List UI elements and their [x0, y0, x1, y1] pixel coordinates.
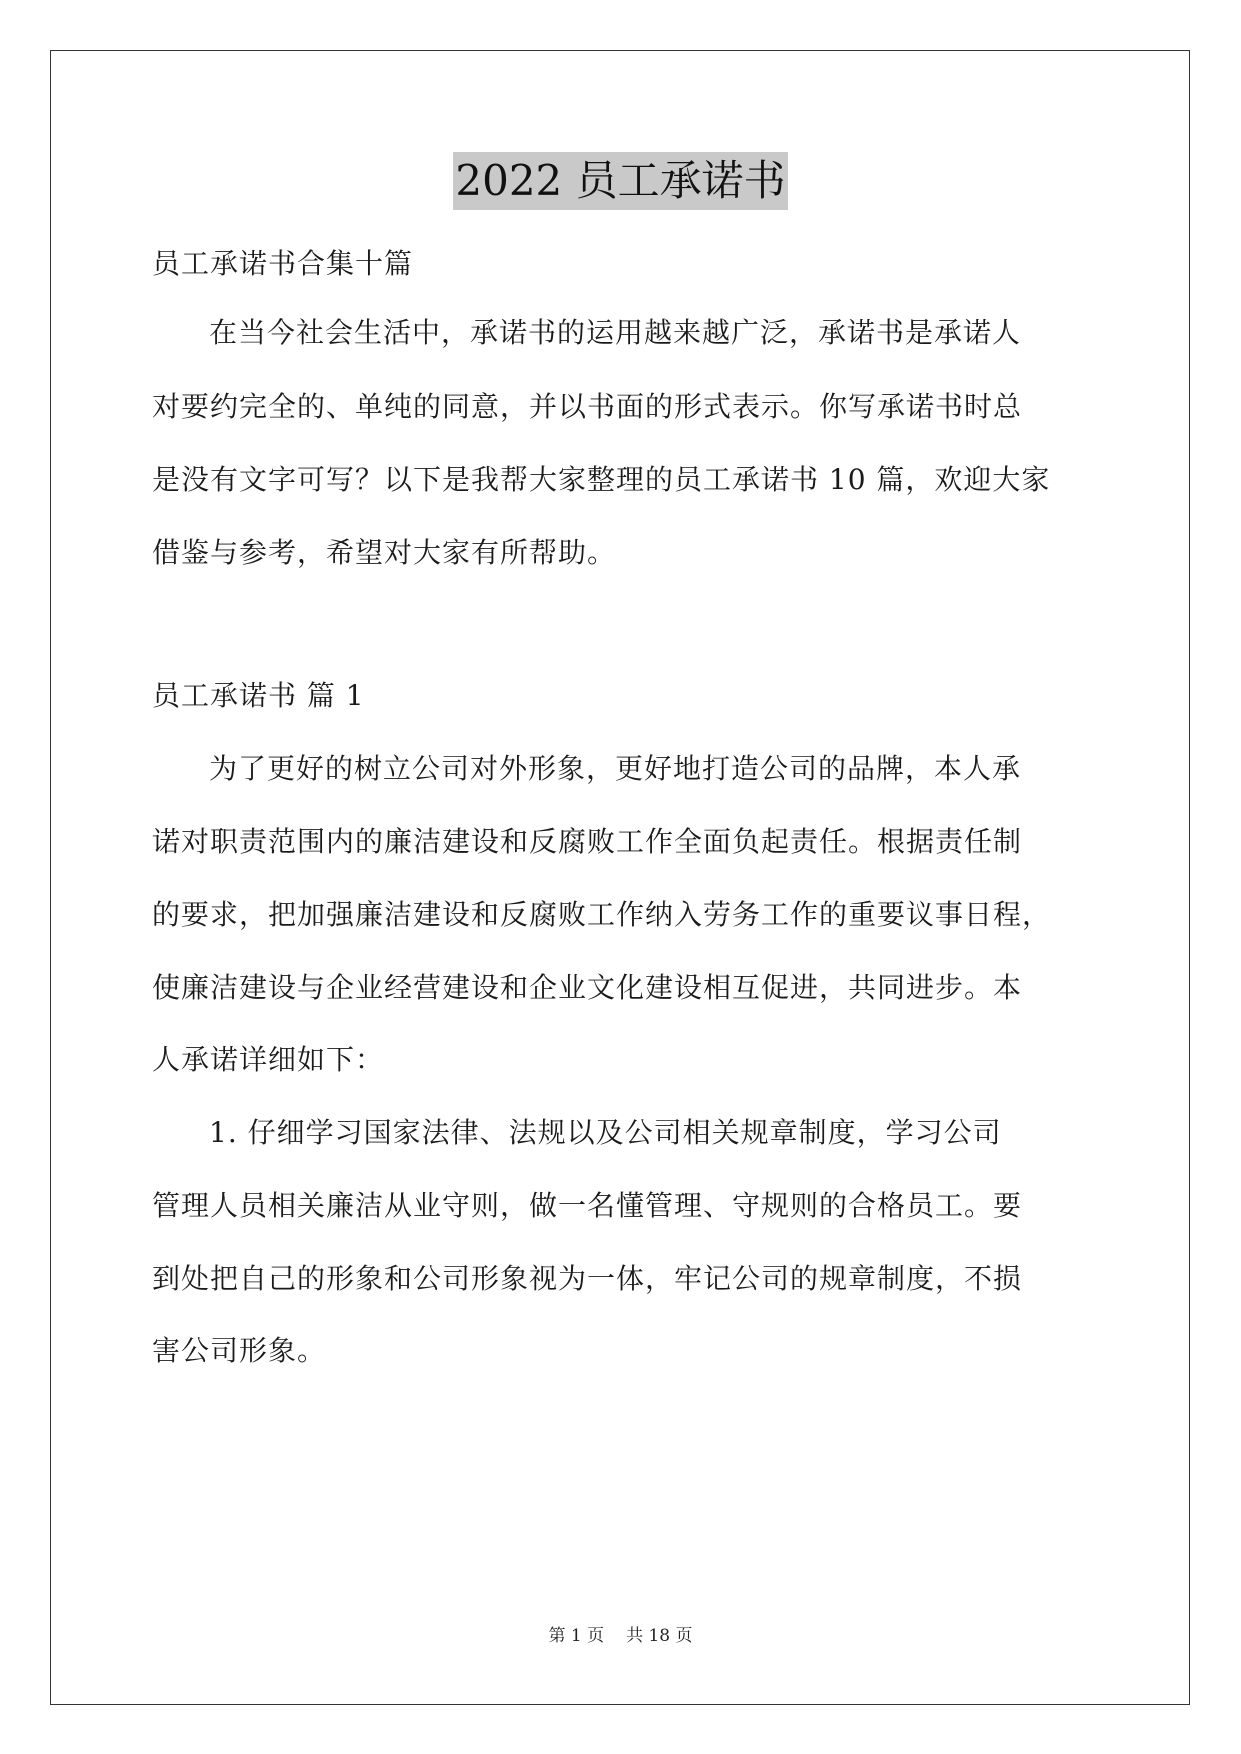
paragraph-line: 到处把自己的形象和公司形象视为一体，牢记公司的规章制度，不损 [152, 1262, 1023, 1295]
document-title: 2022 员工承诺书 [453, 152, 787, 210]
subtitle-line: 员工承诺书合集十篇 [152, 247, 414, 280]
page-footer [0, 1624, 1241, 1648]
paragraph-line: 使廉洁建设与企业经营建设和企业文化建设相互促进，共同进步。本 [152, 971, 1023, 1004]
paragraph-line: 为了更好的树立公司对外形象，更好地打造公司的品牌，本人承 [209, 752, 1022, 785]
paragraph-line: 人承诺详细如下： [152, 1043, 385, 1076]
section-heading: 员工承诺书 篇 1 [152, 679, 365, 712]
page-number: 第 1 页 [548, 1626, 605, 1646]
paragraph-line: 对要约完全的、单纯的同意，并以书面的形式表示。你写承诺书时总 [152, 390, 1023, 423]
page-total: 共 18 页 [626, 1626, 693, 1646]
paragraph-line: 诺对职责范围内的廉洁建设和反腐败工作全面负起责任。根据责任制 [152, 825, 1023, 858]
list-item-line: 1. 仔细学习国家法律、法规以及公司相关规章制度，学习公司 [209, 1116, 1002, 1149]
title-container [0, 152, 1241, 210]
paragraph-line: 害公司形象。 [152, 1334, 327, 1367]
paragraph-line: 在当今社会生活中，承诺书的运用越来越广泛，承诺书是承诺人 [209, 316, 1022, 349]
paragraph-line: 的要求，把加强廉洁建设和反腐败工作纳入劳务工作的重要议事日程， [152, 898, 1052, 931]
paragraph-line: 借鉴与参考，希望对大家有所帮助。 [152, 536, 617, 569]
paragraph-line: 管理人员相关廉洁从业守则，做一名懂管理、守规则的合格员工。要 [152, 1189, 1023, 1222]
page-border [50, 50, 1190, 1705]
paragraph-line: 是没有文字可写？以下是我帮大家整理的员工承诺书 10 篇，欢迎大家 [152, 463, 1051, 496]
